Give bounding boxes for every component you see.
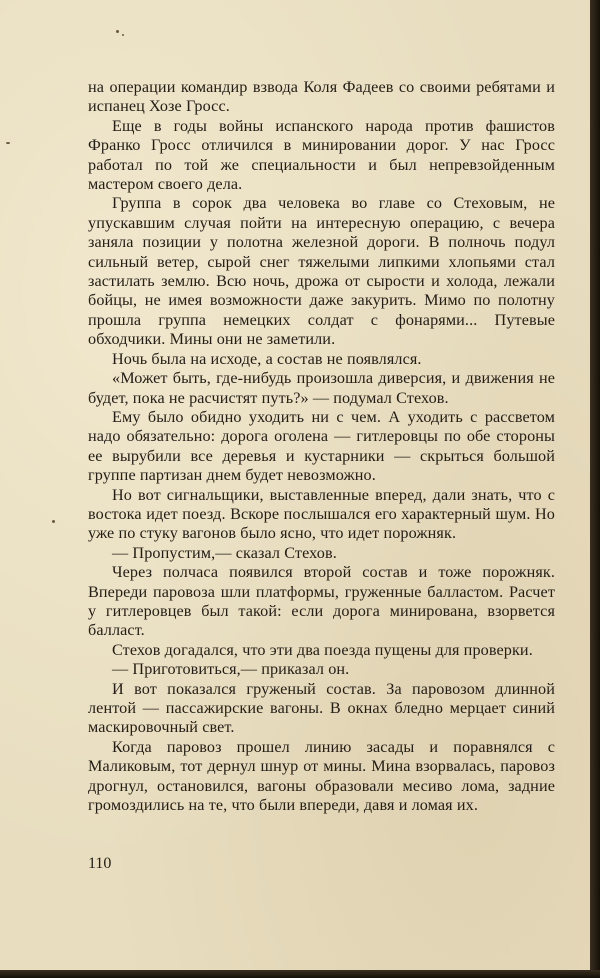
- paragraph: Ночь была на исходе, а состав не появлялся.: [112, 349, 422, 368]
- body-text: [88, 78, 555, 815]
- paragraph-continuation: на операции командир взвода Коля Фадеев со своими ребятами и испанец Хозе Гросс.: [88, 78, 555, 116]
- page-bottom-shadow: [0, 970, 600, 978]
- paragraph: — Приготовиться,— приказал он.: [112, 660, 350, 679]
- paragraph: Когда паровоз прошел линию засады и поравнялся с Маликовым, тот дернул шнур от мины. Мина взорвалась, паровоз дрогнул, остановился, вагоны образовали месиво лома, задние громоздились на те, что были впереди, давя и ломая их.: [88, 737, 555, 815]
- ink-speck: [122, 34, 124, 36]
- paragraph: Но вот сигнальщики, выставленные вперед, дали знать, что с востока идет поезд. Вскоре послышался его характерный шум. Но уже по стуку вагонов было ясно, что идет порожняк.: [88, 485, 555, 543]
- paragraph: Ему было обидно уходить ни с чем. А уходить с рассветом надо обязательно: дорога оголена — гитлеровцы по обе стороны ее вырубили все деревья и кустарники — скрыться большой группе партизан днем будет невозможно.: [88, 407, 555, 485]
- paragraph: И вот показался груженый состав. За паровозом длинной лентой — пассажирские вагоны. В окнах бледно мерцает синий маскировочный свет.: [88, 679, 555, 737]
- page-edge-shadow: [590, 0, 600, 978]
- page-number: 110: [88, 855, 112, 872]
- paragraph: Стехов догадался, что эти два поезда пущены для проверки.: [112, 640, 533, 659]
- paragraph: «Может быть, где-нибудь произошла диверсия, и движения не будет, пока не расчистят путь?» — подумал Стехов.: [88, 369, 555, 407]
- ink-speck: [52, 520, 55, 523]
- paragraph: Еще в годы войны испанского народа против фашистов Франко Гросс отличился в минировании дорог. У нас Гросс работал по той же специальности и был непревзойденным мастером своего дела.: [88, 116, 555, 194]
- paragraph: Группа в сорок два человека во главе со Стеховым, не упускавшим случая пойти на интересную операцию, с вечера заняла позиции у полотна железной дороги. В полночь подул сильный ветер, сырой снег тяжелыми липкими хлопьями стал застилать землю. Всю ночь, дрожа от сырости и холода, лежали бойцы, не имея возможности даже закурить. Мимо по полотну прошла группа немецких солдат с фонарями... Путевые обходчики. Мины они не заметили.: [88, 194, 555, 349]
- ink-speck: [6, 142, 10, 144]
- paragraph: — Пропустим,— сказал Стехов.: [112, 543, 337, 562]
- ink-speck: [116, 30, 119, 33]
- paragraph: Через полчаса появился второй состав и тоже порожняк. Впереди паровоза шли платформы, груженные балластом. Расчет у гитлеровцев был такой: если дорога минирована, взорвется балласт.: [88, 563, 555, 640]
